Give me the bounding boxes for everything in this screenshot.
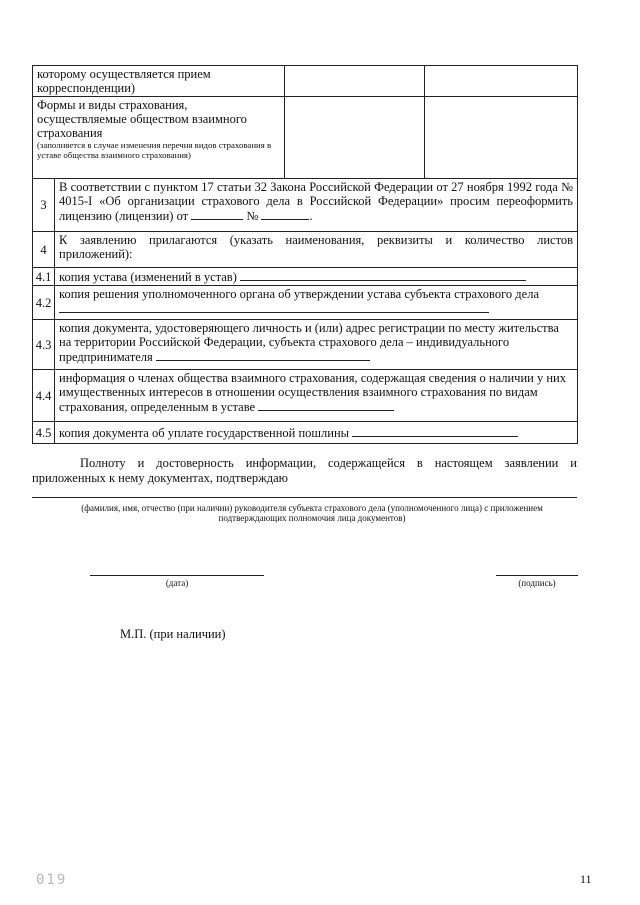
attachment-text: копия документа, удостоверяющего личность и (или) адрес регистрации по месту жительства на территории Российской Федерации, субъекта страхового дела – индивидуального предпринимателя: [59, 321, 559, 364]
attachment-item: [55, 370, 578, 422]
row-number: 4.3: [33, 320, 55, 370]
attachments-text: К заявлению прилагаются (указать наименования, реквизиты и количество листов приложений):: [59, 233, 574, 261]
license-number-label: №: [246, 209, 259, 223]
license-date-field[interactable]: [191, 208, 243, 220]
signer-caption: (фамилия, имя, отчество (при наличии) руководителя субъекта страхового дела (уполномоченного лица) с приложением подтверждающих полномочия лица документов): [81, 503, 543, 523]
blank-cell[interactable]: [285, 97, 425, 179]
blank-cell[interactable]: [285, 66, 425, 97]
signature-field[interactable]: [496, 575, 578, 576]
page-stamp: 019: [36, 872, 68, 888]
blank-cell[interactable]: [425, 66, 578, 97]
insurance-forms-note: (заполняется в случае изменения перечня видов страхования в уставе общества взаимного страхования): [37, 140, 272, 160]
row-number: 4.2: [33, 286, 55, 320]
insurance-forms-cell: [33, 97, 285, 179]
date-caption: (дата): [165, 578, 189, 588]
confirmation-text: Полноту и достоверность информации, содержащейся в настоящем заявлении и приложенных к нему документах, подтверждаю: [32, 456, 577, 485]
attachment-item: [55, 286, 578, 320]
reissue-request-text: В соответствии с пунктом 17 статьи 32 Закона Российской Федерации от 27 ноября 1992 года № 4015-I «Об организации страхового дела в Российской Федерации» просим переоформить лицензию (лицензии) от: [59, 180, 574, 223]
attachment-item: [55, 268, 578, 286]
row-number: 4.4: [33, 370, 55, 422]
date-field[interactable]: [90, 575, 264, 576]
attachment-item: [55, 320, 578, 370]
row-number: 4.5: [33, 422, 55, 444]
attachment-text: копия устава (изменений в устав): [59, 270, 237, 284]
seal-label: М.П. (при наличии): [120, 627, 226, 641]
page-number: 11: [580, 872, 592, 886]
row-number: 4: [33, 232, 55, 268]
attachment-text: информация о членах общества взаимного страхования, содержащая сведения о наличии у них имущественных интересов в отношении осуществления взаимного страхования по видам страхования, определенным в уставе: [59, 371, 566, 414]
attachment-field[interactable]: [156, 349, 370, 361]
attachments-cell: [55, 232, 578, 268]
correspondence-cell: [33, 66, 285, 97]
row-number: 3: [33, 179, 55, 232]
signer-name-field[interactable]: [32, 497, 577, 498]
attachment-field[interactable]: [258, 399, 394, 411]
attachment-field[interactable]: [240, 269, 526, 281]
attachment-text: копия документа об уплате государственной пошлины: [59, 426, 350, 440]
license-number-field[interactable]: [261, 208, 309, 220]
attachment-text: копия решения уполномоченного органа об утверждении устава субъекта страхового дела: [59, 287, 540, 301]
row-number: 4.1: [33, 268, 55, 286]
attachment-field[interactable]: [59, 301, 489, 313]
blank-cell[interactable]: [425, 97, 578, 179]
correspondence-text: которому осуществляется прием корреспонденции): [37, 67, 211, 95]
reissue-request-cell: В соответствии с пунктом 17 статьи 32 Закона Российской Федерации от 27 ноября 1992 года № 4015-I «Об организации страхового дела в Российской Федерации» просим переоформить лицензию (лицензии) от № .: [55, 179, 578, 232]
signature-caption: (подпись): [518, 578, 556, 588]
attachment-field[interactable]: [352, 425, 518, 437]
attachment-item: [55, 422, 578, 444]
application-table: [32, 65, 578, 444]
insurance-forms-label: Формы и виды страхования, осуществляемые обществом взаимного страхования: [37, 98, 247, 140]
